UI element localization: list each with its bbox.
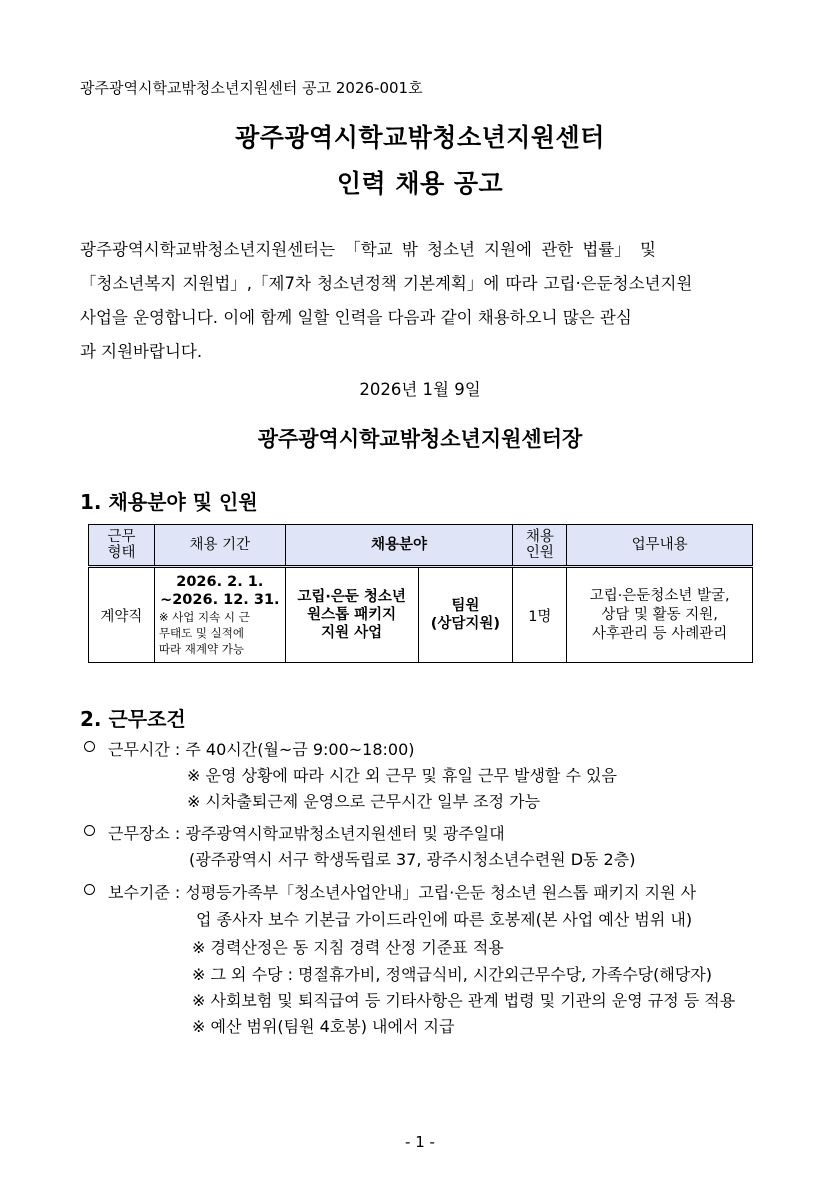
condition-note: ※ 시차출퇴근제 운영으로 근무시간 일부 조정 가능 — [187, 792, 541, 811]
intro-paragraph — [80, 233, 758, 369]
notice-number: 광주광역시학교밖청소년지원센터 공고 2026-001호 — [80, 79, 423, 97]
intro-line: 「청소년복지 지원법」,「제7차 청소년정책 기본계획」에 따라 고립·은둔청소년지원 — [80, 274, 693, 293]
circle-bullet-icon — [84, 741, 95, 752]
condition-hours: 근무시간 : 주 40시간(월~금 9:00~18:00) — [108, 740, 415, 759]
condition-pay-continued: 업 종사자 보수 기본급 가이드라인에 따른 호봉제(본 사업 예산 범위 내) — [196, 910, 693, 929]
header-headcount: 채용 인원 — [513, 525, 567, 567]
cell-duty: 고립·은둔청소년 발굴, 상담 및 활동 지원, 사후관리 등 사례관리 — [567, 567, 753, 663]
page-title: 광주광역시학교밖청소년지원센터 — [235, 123, 605, 152]
condition-note: ※ 경력산정은 동 지침 경력 산정 기준표 적용 — [192, 938, 504, 957]
header-period: 채용 기간 — [154, 525, 285, 567]
circle-bullet-icon — [84, 825, 95, 836]
cell-headcount: 1명 — [513, 567, 567, 663]
recruitment-table — [88, 524, 753, 663]
condition-address: (광주광역시 서구 학생독립로 37, 광주시청소년수련원 D동 2층) — [189, 850, 636, 869]
intro-line: 사업을 운영합니다. 이에 함께 일할 인력을 다음과 같이 채용하오니 많은 관심 — [80, 308, 632, 327]
signer-name: 광주광역시학교밖청소년지원센터장 — [257, 427, 583, 451]
cell-employment-type: 계약직 — [89, 567, 155, 663]
condition-pay: 보수기준 : 성평등가족부「청소년사업안내」고립·은둔 청소년 원스톱 패키지 지원 사 — [108, 883, 697, 902]
section-heading-conditions: 2. 근무조건 — [80, 707, 186, 731]
cell-position: 팀원 (상담지원) — [418, 567, 513, 663]
intro-line: 과 지원바랍니다. — [80, 342, 203, 361]
header-duty: 업무내용 — [567, 525, 753, 567]
notice-date: 2026년 1월 9일 — [359, 380, 481, 399]
circle-bullet-icon — [84, 884, 95, 895]
condition-note: ※ 사회보험 및 퇴직급여 등 기타사항은 관계 법령 및 기관의 운영 규정 등 적용 — [192, 991, 736, 1010]
header-employment-type: 근무 형태 — [89, 525, 155, 567]
condition-note: ※ 운영 상황에 따라 시간 외 근무 및 휴일 근무 발생할 수 있음 — [187, 766, 617, 785]
condition-note: ※ 그 외 수당 : 명절휴가비, 정액급식비, 시간외근무수당, 가족수당(해당자) — [192, 965, 712, 984]
page-subtitle: 인력 채용 공고 — [336, 169, 504, 198]
section-heading-recruitment: 1. 채용분야 및 인원 — [80, 490, 258, 514]
intro-line: 광주광역시학교밖청소년지원센터는 「학교 밖 청소년 지원에 관한 법률」 및 — [80, 240, 656, 259]
condition-note: ※ 예산 범위(팀원 4호봉) 내에서 지급 — [192, 1017, 455, 1036]
cell-period: 2026. 2. 1. ~2026. 12. 31. ※ 사업 지속 시 근 무태도 및 실적에 따라 재계약 가능 — [154, 567, 285, 663]
cell-program: 고립·은둔 청소년 원스톱 패키지 지원 사업 — [285, 567, 418, 663]
table-row — [89, 567, 753, 663]
condition-place: 근무장소 : 광주광역시학교밖청소년지원센터 및 광주일대 — [108, 824, 505, 843]
header-field: 채용분야 — [285, 525, 513, 567]
table-header-row — [89, 525, 753, 567]
page-number: - 1 - — [405, 1133, 435, 1151]
